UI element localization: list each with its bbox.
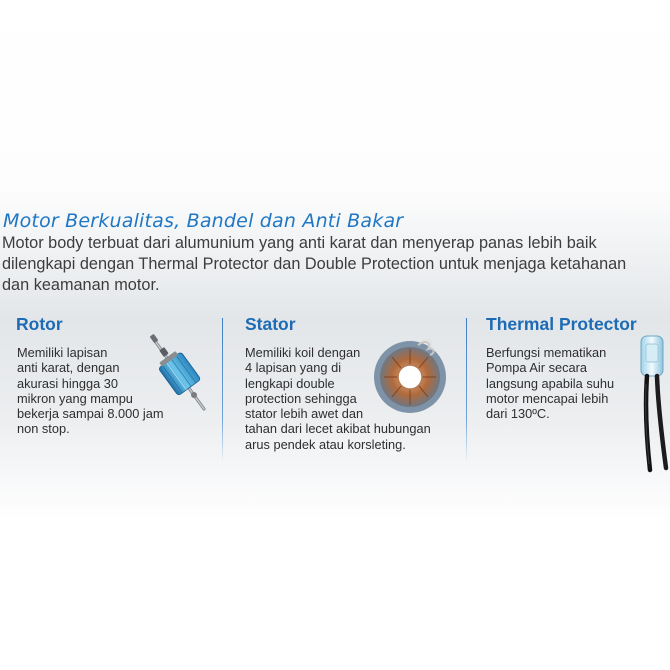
- intro-line: dilengkapi dengan Thermal Protector dan Double Protection untuk menjaga ketahanan: [2, 255, 627, 273]
- feature-description: [17, 345, 164, 437]
- intro-line: dan keamanan motor.: [2, 276, 160, 294]
- description-line: Berfungsi mematikan: [486, 345, 607, 360]
- description-line: mikron yang mampu: [17, 390, 133, 406]
- feature-description: [486, 345, 614, 421]
- feature-title: Rotor: [16, 314, 63, 334]
- description-line: Pompa Air secara: [486, 360, 588, 376]
- description-line: protection sehingga: [245, 390, 357, 406]
- description-line: anti karat, dengan: [17, 360, 120, 376]
- column-divider: [466, 318, 467, 462]
- description-line: non stop.: [17, 421, 70, 437]
- feature-title: Thermal Protector: [486, 314, 637, 334]
- column-divider: [222, 318, 223, 462]
- headline: Motor Berkualitas, Bandel dan Anti Bakar: [3, 210, 404, 232]
- intro-line: Motor body terbuat dari alumunium yang anti karat dan menyerap panas lebih baik: [2, 234, 597, 252]
- description-line: langsung apabila suhu: [486, 375, 615, 391]
- description-line: motor mencapai lebih: [486, 390, 609, 406]
- rotor-icon: [148, 333, 210, 413]
- intro-paragraph: [2, 233, 670, 296]
- thermal-protector-icon: [632, 334, 670, 474]
- description-line: tahan dari lecet akibat hubungan: [245, 421, 431, 437]
- description-line: bekerja sampai 8.000 jam: [17, 406, 164, 422]
- stator-icon: [370, 335, 450, 415]
- description-line: stator lebih awet dan: [245, 406, 364, 422]
- description-line: Memiliki koil dengan: [245, 345, 361, 360]
- description-line: Memiliki lapisan: [17, 345, 108, 360]
- description-line: dari 130ºC.: [486, 406, 550, 422]
- feature-title: Stator: [245, 314, 296, 334]
- description-line: 4 lapisan yang di: [245, 360, 342, 376]
- description-line: lengkapi double: [245, 375, 335, 391]
- description-line: arus pendek atau korsleting.: [245, 436, 406, 452]
- description-line: akurasi hingga 30: [17, 375, 119, 391]
